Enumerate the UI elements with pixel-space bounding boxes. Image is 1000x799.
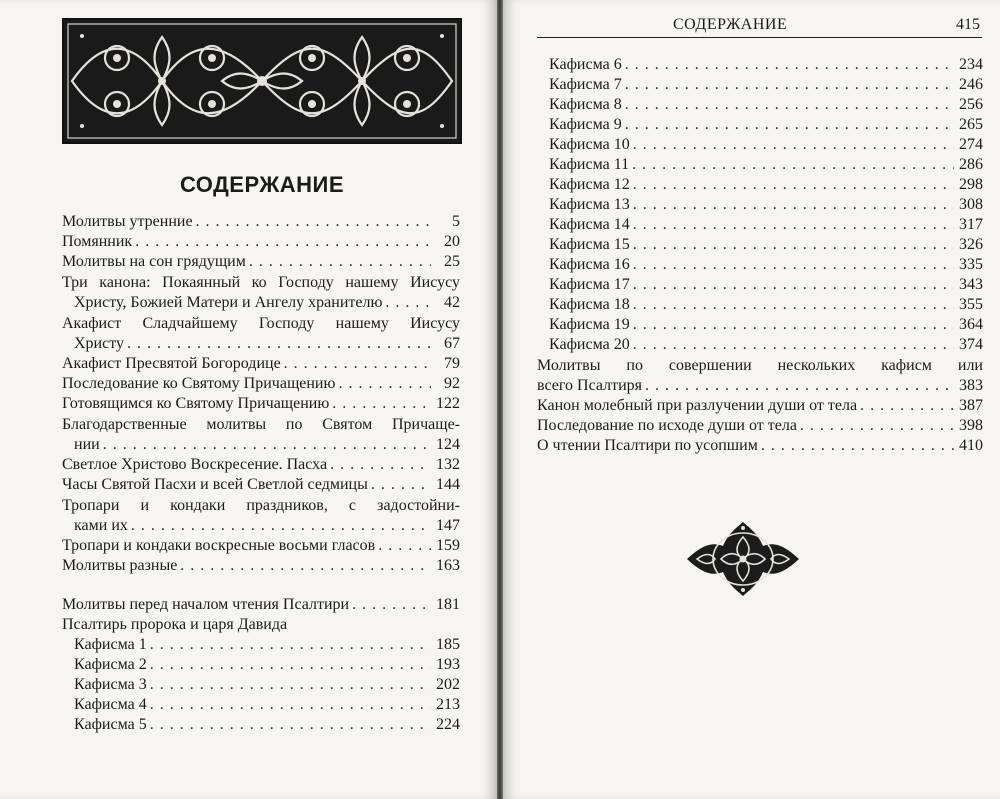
toc-entry[interactable] (537, 75, 983, 95)
entry-label: Христу (74, 335, 124, 352)
toc-entry[interactable] (537, 255, 983, 275)
toc-entry[interactable] (537, 95, 983, 115)
entry-label: Кафисма 7 (549, 76, 622, 93)
entry-label: Кафисма 14 (549, 216, 630, 233)
toc-entry[interactable] (537, 275, 983, 295)
entry-page: 246 (959, 76, 983, 93)
toc-list-left (62, 212, 460, 735)
entry-label: нии (74, 436, 100, 453)
entry-label: Последование по исходе души от тела (537, 417, 797, 434)
entry-label-line1: Благодарственные молитвы по Святом Причаще- (62, 416, 460, 433)
entry-page: 286 (959, 156, 983, 173)
toc-entry[interactable] (537, 416, 983, 436)
toc-entry[interactable] (537, 155, 983, 175)
entry-label: Молитвы разные (62, 557, 178, 574)
entry-page: 234 (959, 56, 983, 73)
entry-label: Кафисма 8 (549, 96, 622, 113)
header-rule (537, 37, 982, 38)
toc-entry[interactable] (62, 556, 460, 576)
toc-entry[interactable] (62, 635, 460, 655)
entry-page: 355 (959, 296, 983, 313)
running-head (503, 14, 1000, 38)
entry-page: 374 (959, 336, 983, 353)
entry-label: Часы Святой Пасхи и всей Светлой седмицы (62, 476, 368, 493)
entry-label: Кафисма 3 (74, 676, 147, 693)
entry-page: 42 (444, 294, 460, 311)
floral-headpiece-ornament (62, 18, 462, 144)
entry-page: 213 (436, 696, 460, 713)
toc-entry[interactable] (62, 212, 460, 232)
entry-page: 387 (959, 397, 983, 414)
entry-label: Молитвы на сон грядущим (62, 253, 246, 270)
toc-list-right (537, 55, 983, 456)
entry-label: Кафисма 10 (549, 136, 630, 153)
entry-page: 202 (436, 676, 460, 693)
toc-entry[interactable] (62, 715, 460, 735)
toc-entry[interactable] (62, 374, 460, 394)
toc-entry[interactable] (62, 414, 460, 455)
floral-vignette-ornament (683, 520, 803, 598)
toc-entry[interactable] (62, 695, 460, 715)
entry-label: ками их (74, 517, 128, 534)
toc-entry[interactable] (62, 455, 460, 475)
entry-label: Кафисма 16 (549, 256, 630, 273)
toc-entry[interactable] (537, 315, 983, 335)
toc-entry[interactable] (537, 55, 983, 75)
entry-label: Псалтирь пророка и царя Давида (62, 616, 288, 633)
entry-page: 383 (959, 377, 983, 394)
entry-label: Кафисма 13 (549, 196, 630, 213)
entry-label-line1: Акафист Сладчайшему Господу нашему Иисусу (62, 315, 460, 332)
toc-entry[interactable] (537, 335, 983, 355)
entry-page: 132 (436, 456, 460, 473)
entry-page: 147 (436, 517, 460, 534)
entry-label: О чтении Псалтири по усопшим (537, 437, 758, 454)
entry-page: 193 (436, 656, 460, 673)
entry-page: 25 (444, 253, 460, 270)
toc-entry[interactable] (537, 295, 983, 315)
entry-label: Кафисма 20 (549, 336, 630, 353)
toc-entry[interactable] (537, 115, 983, 135)
entry-page: 410 (959, 437, 983, 454)
entry-label: Кафисма 15 (549, 236, 630, 253)
entry-label: всего Псалтиря (537, 377, 643, 394)
toc-heading: СОДЕРЖАНИЕ (179, 172, 345, 197)
entry-label: Канон молебный при разлучении души от тела (537, 397, 858, 414)
toc-entry[interactable] (62, 675, 460, 695)
toc-entry[interactable] (537, 195, 983, 215)
entry-page: 92 (444, 375, 460, 392)
entry-page: 343 (959, 276, 983, 293)
toc-entry[interactable] (62, 536, 460, 556)
entry-label: Кафисма 5 (74, 716, 147, 733)
toc-entry[interactable] (62, 252, 460, 272)
entry-label: Молитвы утренние (62, 213, 193, 230)
entry-page: 256 (959, 96, 983, 113)
entry-page: 224 (436, 716, 460, 733)
entry-label: Светлое Христово Воскресение. Пасха (62, 456, 328, 473)
toc-entry[interactable] (62, 475, 460, 495)
toc-entry[interactable] (62, 394, 460, 414)
entry-page: 67 (444, 335, 460, 352)
toc-entry[interactable] (62, 232, 460, 252)
entry-label-line1: Три канона: Покаянный ко Господу нашему Иисусу (62, 274, 460, 291)
entry-label: Тропари и кондаки воскресные восьми гласов (62, 537, 376, 554)
entry-label: Помянник (62, 233, 133, 250)
entry-label: Христу, Божией Матери и Ангелу хранителю (74, 294, 383, 311)
entry-page: 364 (959, 316, 983, 333)
toc-entry[interactable] (62, 272, 460, 313)
entry-label: Кафисма 18 (549, 296, 630, 313)
entry-page: 398 (959, 417, 983, 434)
toc-entry[interactable] (537, 355, 983, 396)
toc-entry[interactable] (62, 495, 460, 536)
toc-entry[interactable] (62, 595, 460, 615)
entry-page: 163 (436, 557, 460, 574)
toc-entry[interactable] (537, 396, 983, 416)
entry-label: Кафисма 2 (74, 656, 147, 673)
section-gap (62, 576, 460, 595)
toc-entry[interactable] (537, 235, 983, 255)
entry-page: 185 (436, 636, 460, 653)
entry-label: Последование ко Святому Причащению (62, 375, 336, 392)
toc-entry[interactable] (537, 175, 983, 195)
running-head-title: СОДЕРЖАНИЕ (673, 16, 788, 33)
entry-page: 335 (959, 256, 983, 273)
entry-page: 20 (444, 233, 460, 250)
entry-label: Молитвы перед началом чтения Псалтири (62, 596, 350, 613)
entry-label: Кафисма 4 (74, 696, 147, 713)
entry-page: 159 (436, 537, 460, 554)
entry-page: 122 (436, 395, 460, 412)
entry-page: 274 (959, 136, 983, 153)
toc-entry[interactable] (62, 354, 460, 374)
page-number: 415 (956, 16, 980, 33)
entry-page: 265 (959, 116, 983, 133)
entry-page: 124 (436, 436, 460, 453)
entry-label: Кафисма 17 (549, 276, 630, 293)
toc-entry[interactable] (537, 215, 983, 235)
entry-page: 326 (959, 236, 983, 253)
toc-entry[interactable] (62, 313, 460, 354)
entry-label: Кафисма 1 (74, 636, 147, 653)
entry-page: 308 (959, 196, 983, 213)
left-page (0, 0, 497, 799)
entry-page: 144 (436, 476, 460, 493)
toc-entry[interactable] (62, 615, 460, 635)
toc-entry[interactable] (537, 135, 983, 155)
entry-label: Готовящимся ко Святому Причащению (62, 395, 330, 412)
toc-entry[interactable] (537, 436, 983, 456)
entry-page: 181 (436, 596, 460, 613)
toc-entry[interactable] (62, 655, 460, 675)
entry-label: Кафисма 12 (549, 176, 630, 193)
entry-label: Кафисма 6 (549, 56, 622, 73)
entry-label-line1: Тропари и кондаки праздников, с задостойни- (62, 497, 460, 514)
entry-label: Кафисма 19 (549, 316, 630, 333)
entry-label: Акафист Пресвятой Богородице (62, 355, 281, 372)
entry-label-line1: Молитвы по совершении нескольких кафисм или (537, 357, 983, 374)
entry-label: Кафисма 9 (549, 116, 622, 133)
entry-page: 298 (959, 176, 983, 193)
entry-page: 317 (959, 216, 983, 233)
entry-page: 79 (444, 355, 460, 372)
right-page (503, 0, 1000, 799)
entry-label: Кафисма 11 (549, 156, 630, 173)
entry-page: 5 (452, 213, 460, 230)
